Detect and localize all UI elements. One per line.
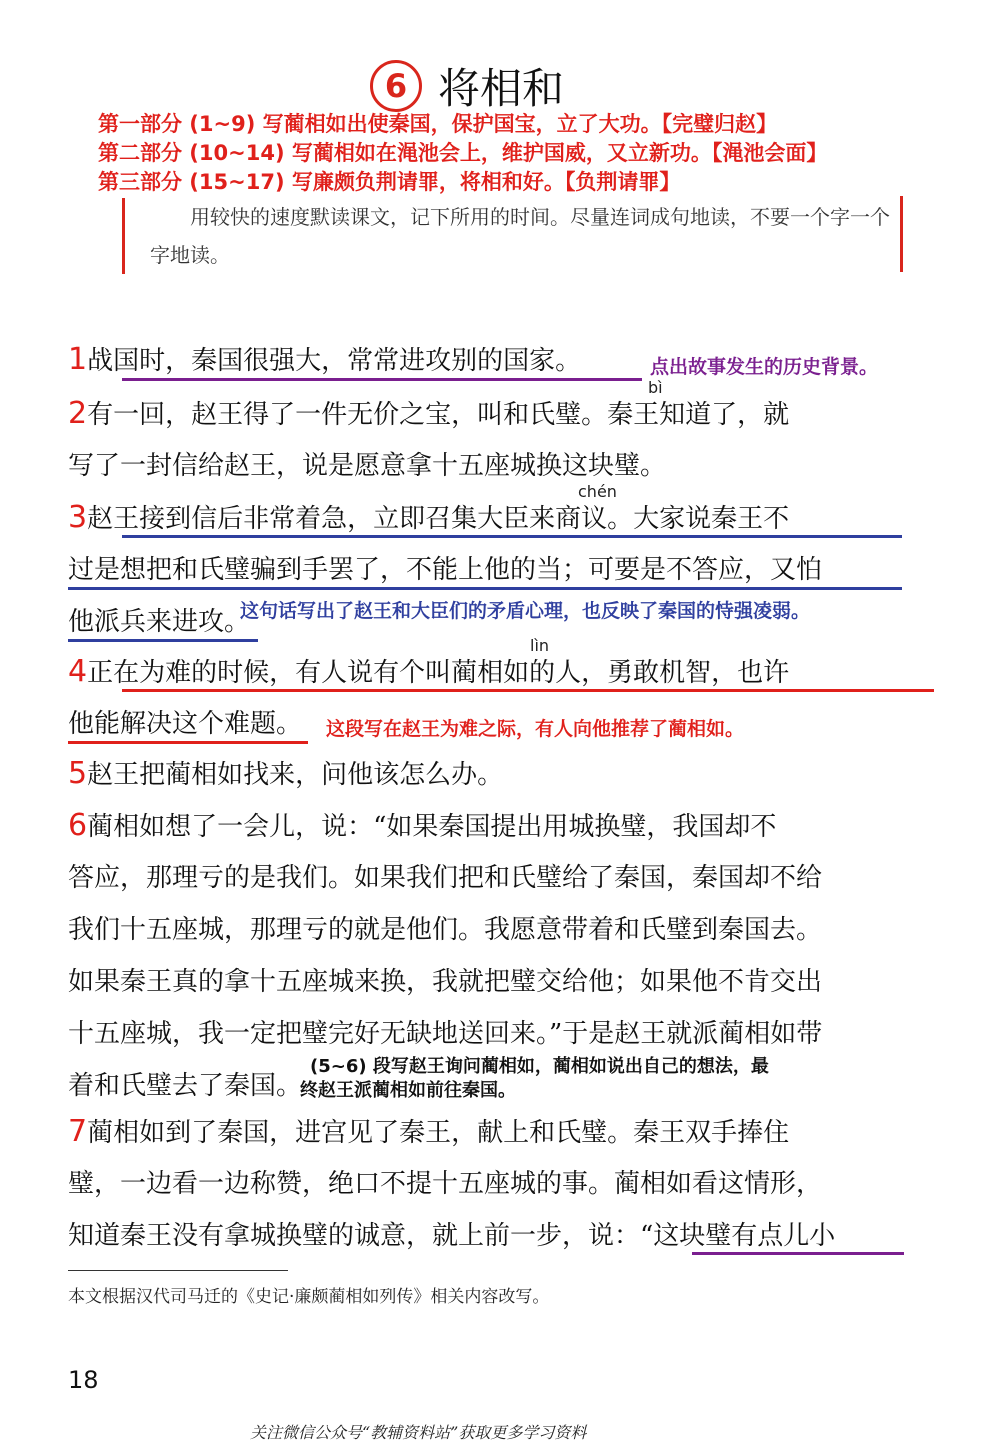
paragraph-6-line-1: [68, 808, 776, 845]
paragraph-6-line-5: 十五座城，我一定把璧完好无缺地送回来。”于是赵王就派蔺相如带: [68, 1019, 823, 1049]
tip-box-right-border: [900, 196, 903, 272]
paragraph-text: 蔺相如想了一会儿，说：“如果秦国提出用城换璧，我国却不: [87, 812, 777, 842]
reading-tip: 用较快的速度默读课文，记下所用的时间。尽量连词成句地读，不要一个字一个字地读。: [150, 205, 890, 267]
paragraph-7-line-2: 璧，一边看一边称赞，绝口不提十五座城的事。蔺相如看这情形，: [68, 1169, 823, 1199]
lesson-number-badge: 6: [370, 60, 422, 112]
underline-p4-line-2: [68, 741, 308, 744]
underline-p7: [692, 1252, 904, 1255]
tip-box-left-border: [122, 198, 125, 274]
outline-part-3: 第三部分 (15~17) 写廉颇负荆请罪，将相和好。【负荆请罪】: [98, 170, 681, 194]
paragraph-3-line-3: 他派兵来进攻。: [68, 607, 251, 637]
paragraph-number: 3: [68, 500, 88, 535]
annotation-p3: 这句话写出了赵王和大臣们的矛盾心理，也反映了秦国的恃强凌弱。: [240, 600, 811, 622]
paragraph-5-line-1: [68, 756, 503, 793]
paragraph-number: 4: [68, 654, 88, 689]
footnote: 本文根据汉代司马迁的《史记·廉颇蔺相如列传》相关内容改写。: [68, 1287, 550, 1307]
underline-p1: [122, 378, 642, 381]
paragraph-number: 1: [68, 342, 88, 377]
paragraph-text: 正在为难的时候，有人说有个叫蔺相如的人，勇敢机智，也许: [87, 658, 790, 688]
paragraph-6-line-2: 答应，那理亏的是我们。如果我们把和氏璧给了秦国，秦国却不给: [68, 863, 823, 893]
outline-part-2: 第二部分 (10~14) 写蔺相如在渑池会上，维护国威，又立新功。【渑池会面】: [98, 141, 828, 165]
paragraph-3-line-1: [68, 500, 789, 537]
paragraph-4-line-1: [68, 654, 789, 691]
pinyin-chen: chén: [578, 482, 617, 501]
paragraph-number: 7: [68, 1114, 88, 1149]
paragraph-text: 战国时，秦国很强大，常常进攻别的国家。: [87, 346, 582, 376]
underline-p3-line-3: [68, 639, 258, 642]
paragraph-6-line-6: 着和氏璧去了秦国。: [68, 1071, 303, 1101]
paragraph-6-line-3: 我们十五座城，那理亏的就是他们。我愿意带着和氏璧到秦国去。: [68, 915, 823, 945]
paragraph-6-line-4: 如果秦王真的拿十五座城来换，我就把璧交给他；如果他不肯交出: [68, 967, 823, 997]
annotation-p6-line-2: 终赵王派蔺相如前往秦国。: [300, 1080, 516, 1101]
annotation-p1: 点出故事发生的历史背景。: [650, 356, 879, 378]
page-number: 18: [68, 1366, 99, 1394]
paragraph-text: 有一回，赵王得了一件无价之宝，叫和氏璧。秦王知道了，就: [87, 400, 790, 430]
underline-p3-line-2: [68, 587, 902, 590]
paragraph-number: 5: [68, 756, 88, 791]
promo-text: 关注微信公众号“教辅资料站”获取更多学习资料: [250, 1423, 587, 1442]
paragraph-number: 2: [68, 396, 88, 431]
paragraph-2-line-1: [68, 396, 789, 433]
paragraph-2-line-2: 写了一封信给赵王，说是愿意拿十五座城换这块璧。: [68, 451, 667, 481]
paragraph-number: 6: [68, 808, 88, 843]
annotation-p4: 这段写在赵王为难之际，有人向他推荐了蔺相如。: [326, 718, 745, 740]
pinyin-bi: bì: [648, 378, 663, 397]
paragraph-4-line-2: 他能解决这个难题。: [68, 709, 303, 739]
underline-p4-line-1: [122, 689, 934, 692]
paragraph-1-line-1: [68, 342, 581, 379]
underline-p3-line-1: [122, 535, 902, 538]
pinyin-lin: lìn: [530, 636, 550, 655]
annotation-p6-line-1: (5~6) 段写赵王询问蔺相如，蔺相如说出自己的想法，最: [310, 1056, 769, 1077]
paragraph-text: 赵王把蔺相如找来，问他该怎么办。: [87, 760, 504, 790]
paragraph-text: 赵王接到信后非常着急，立即召集大臣来商议。大家说秦王不: [87, 504, 790, 534]
paragraph-text: 蔺相如到了秦国，进宫见了秦王，献上和氏璧。秦王双手捧住: [87, 1118, 790, 1148]
page-title: 将相和: [438, 64, 565, 113]
paragraph-7-line-3: 知道秦王没有拿城换璧的诚意，就上前一步，说：“这块璧有点儿小: [68, 1221, 836, 1251]
footnote-rule: [68, 1270, 288, 1271]
paragraph-3-line-2: 过是想把和氏璧骗到手罢了，不能上他的当；可要是不答应，又怕: [68, 555, 823, 585]
paragraph-7-line-1: [68, 1114, 789, 1151]
outline-part-1: 第一部分 (1~9) 写蔺相如出使秦国，保护国宝，立了大功。【完璧归赵】: [98, 112, 778, 136]
